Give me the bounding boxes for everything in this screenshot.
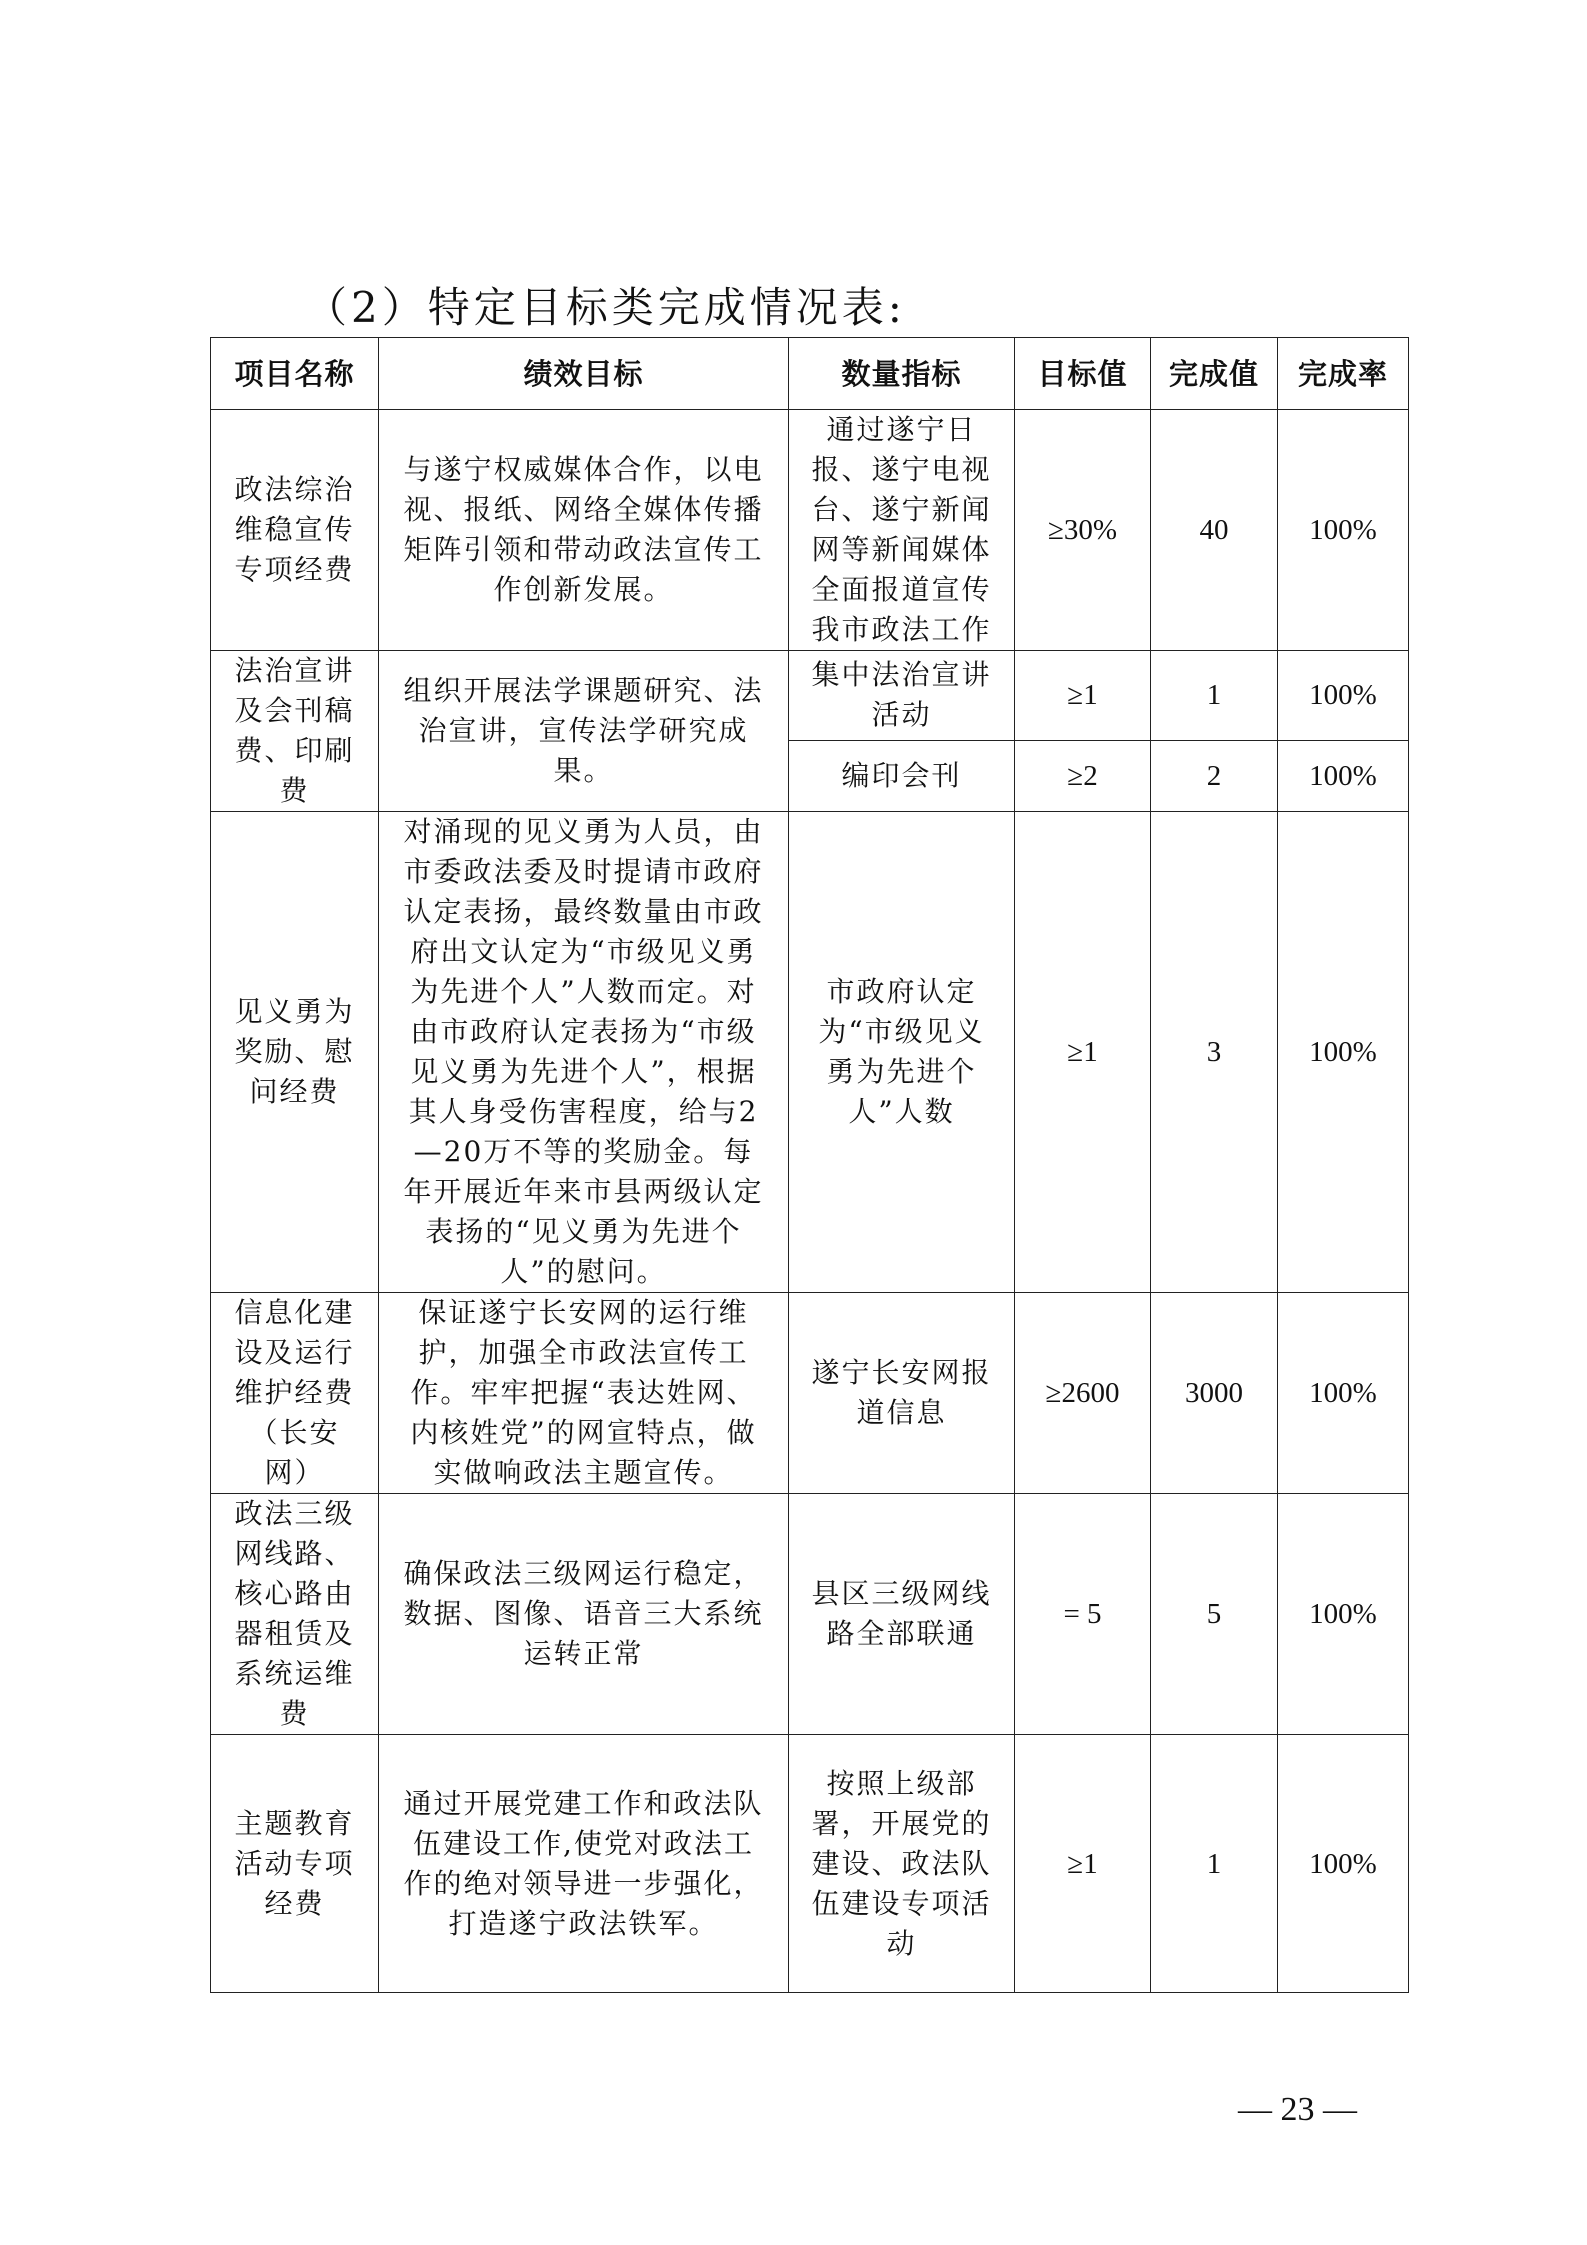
performance-goal-cell: 确保政法三级网运行稳定，数据、图像、语音三大系统运转正常 [379,1494,789,1735]
table-row [211,651,1409,741]
completion-rate-cell: 100% [1278,410,1409,651]
table-row [211,410,1409,651]
table-row [211,1735,1409,1993]
completion-rate-cell: 100% [1278,1735,1409,1993]
target-value-cell: ≥1 [1015,1735,1151,1993]
actual-value-cell: 40 [1151,410,1278,651]
quantity-indicator-cell: 遂宁长安网报道信息 [789,1293,1015,1494]
completion-rate-cell: 100% [1278,1293,1409,1494]
header-actual-value: 完成值 [1151,338,1278,410]
actual-value-cell: 1 [1151,1735,1278,1993]
project-name-cell: 法治宣讲及会刊稿费、印刷费 [211,651,379,812]
table-header-row [211,338,1409,410]
actual-value-cell: 5 [1151,1494,1278,1735]
target-value-cell: ≥2 [1015,740,1151,811]
actual-value-cell: 1 [1151,651,1278,741]
completion-rate-cell: 100% [1278,812,1409,1293]
table-row [211,1293,1409,1494]
project-name-cell: 主题教育活动专项经费 [211,1735,379,1993]
completion-table [210,337,1409,1993]
performance-goal-cell: 对涌现的见义勇为人员，由市委政法委及时提请市政府认定表扬，最终数量由市政府出文认定为“市级见义勇为先进个人”人数而定。对由市政府认定表扬为“市级见义勇为先进个人”，根据其人身受伤害程度，给与2—20万不等的奖励金。每年开展近年来市县两级认定表扬的“见义勇为先进个人”的慰问。 [379,812,789,1293]
completion-rate-cell: 100% [1278,651,1409,741]
header-performance-goal: 绩效目标 [379,338,789,410]
project-name-cell: 政法综治维稳宣传专项经费 [211,410,379,651]
header-completion-rate: 完成率 [1278,338,1409,410]
quantity-indicator-cell: 通过遂宁日报、遂宁电视台、遂宁新闻网等新闻媒体全面报道宣传我市政法工作 [789,410,1015,651]
actual-value-cell: 3000 [1151,1293,1278,1494]
completion-rate-cell: 100% [1278,740,1409,811]
section-heading: （2）特定目标类完成情况表: [305,283,906,332]
project-name-cell: 信息化建设及运行维护经费（长安网） [211,1293,379,1494]
target-value-cell: ≥30% [1015,410,1151,651]
performance-goal-cell: 保证遂宁长安网的运行维护，加强全市政法宣传工作。牢牢把握“表达姓网、内核姓党”的网宣特点，做实做响政法主题宣传。 [379,1293,789,1494]
actual-value-cell: 2 [1151,740,1278,811]
target-value-cell: ≥2600 [1015,1293,1151,1494]
performance-goal-cell: 通过开展党建工作和政法队伍建设工作,使党对政法工作的绝对领导进一步强化，打造遂宁政法铁军。 [379,1735,789,1993]
performance-goal-cell: 组织开展法学课题研究、法治宣讲，宣传法学研究成果。 [379,651,789,812]
table-row [211,1494,1409,1735]
target-value-cell: ≥1 [1015,651,1151,741]
actual-value-cell: 3 [1151,812,1278,1293]
completion-rate-cell: 100% [1278,1494,1409,1735]
quantity-indicator-cell: 按照上级部署，开展党的建设、政法队伍建设专项活动 [789,1735,1015,1993]
quantity-indicator-cell: 市政府认定为“市级见义勇为先进个人”人数 [789,812,1015,1293]
project-name-cell: 见义勇为奖励、慰问经费 [211,812,379,1293]
project-name-cell: 政法三级网线路、核心路由器租赁及系统运维费 [211,1494,379,1735]
quantity-indicator-cell: 集中法治宣讲活动 [789,651,1015,741]
quantity-indicator-cell: 编印会刊 [789,740,1015,811]
header-project-name: 项目名称 [211,338,379,410]
header-target-value: 目标值 [1015,338,1151,410]
header-quantity-indicator: 数量指标 [789,338,1015,410]
target-value-cell: ≥1 [1015,812,1151,1293]
target-value-cell: = 5 [1015,1494,1151,1735]
quantity-indicator-cell: 县区三级网线路全部联通 [789,1494,1015,1735]
performance-goal-cell: 与遂宁权威媒体合作，以电视、报纸、网络全媒体传播矩阵引领和带动政法宣传工作创新发展。 [379,410,789,651]
page-number: — 23 — [1238,2091,1357,2128]
table-row [211,812,1409,1293]
